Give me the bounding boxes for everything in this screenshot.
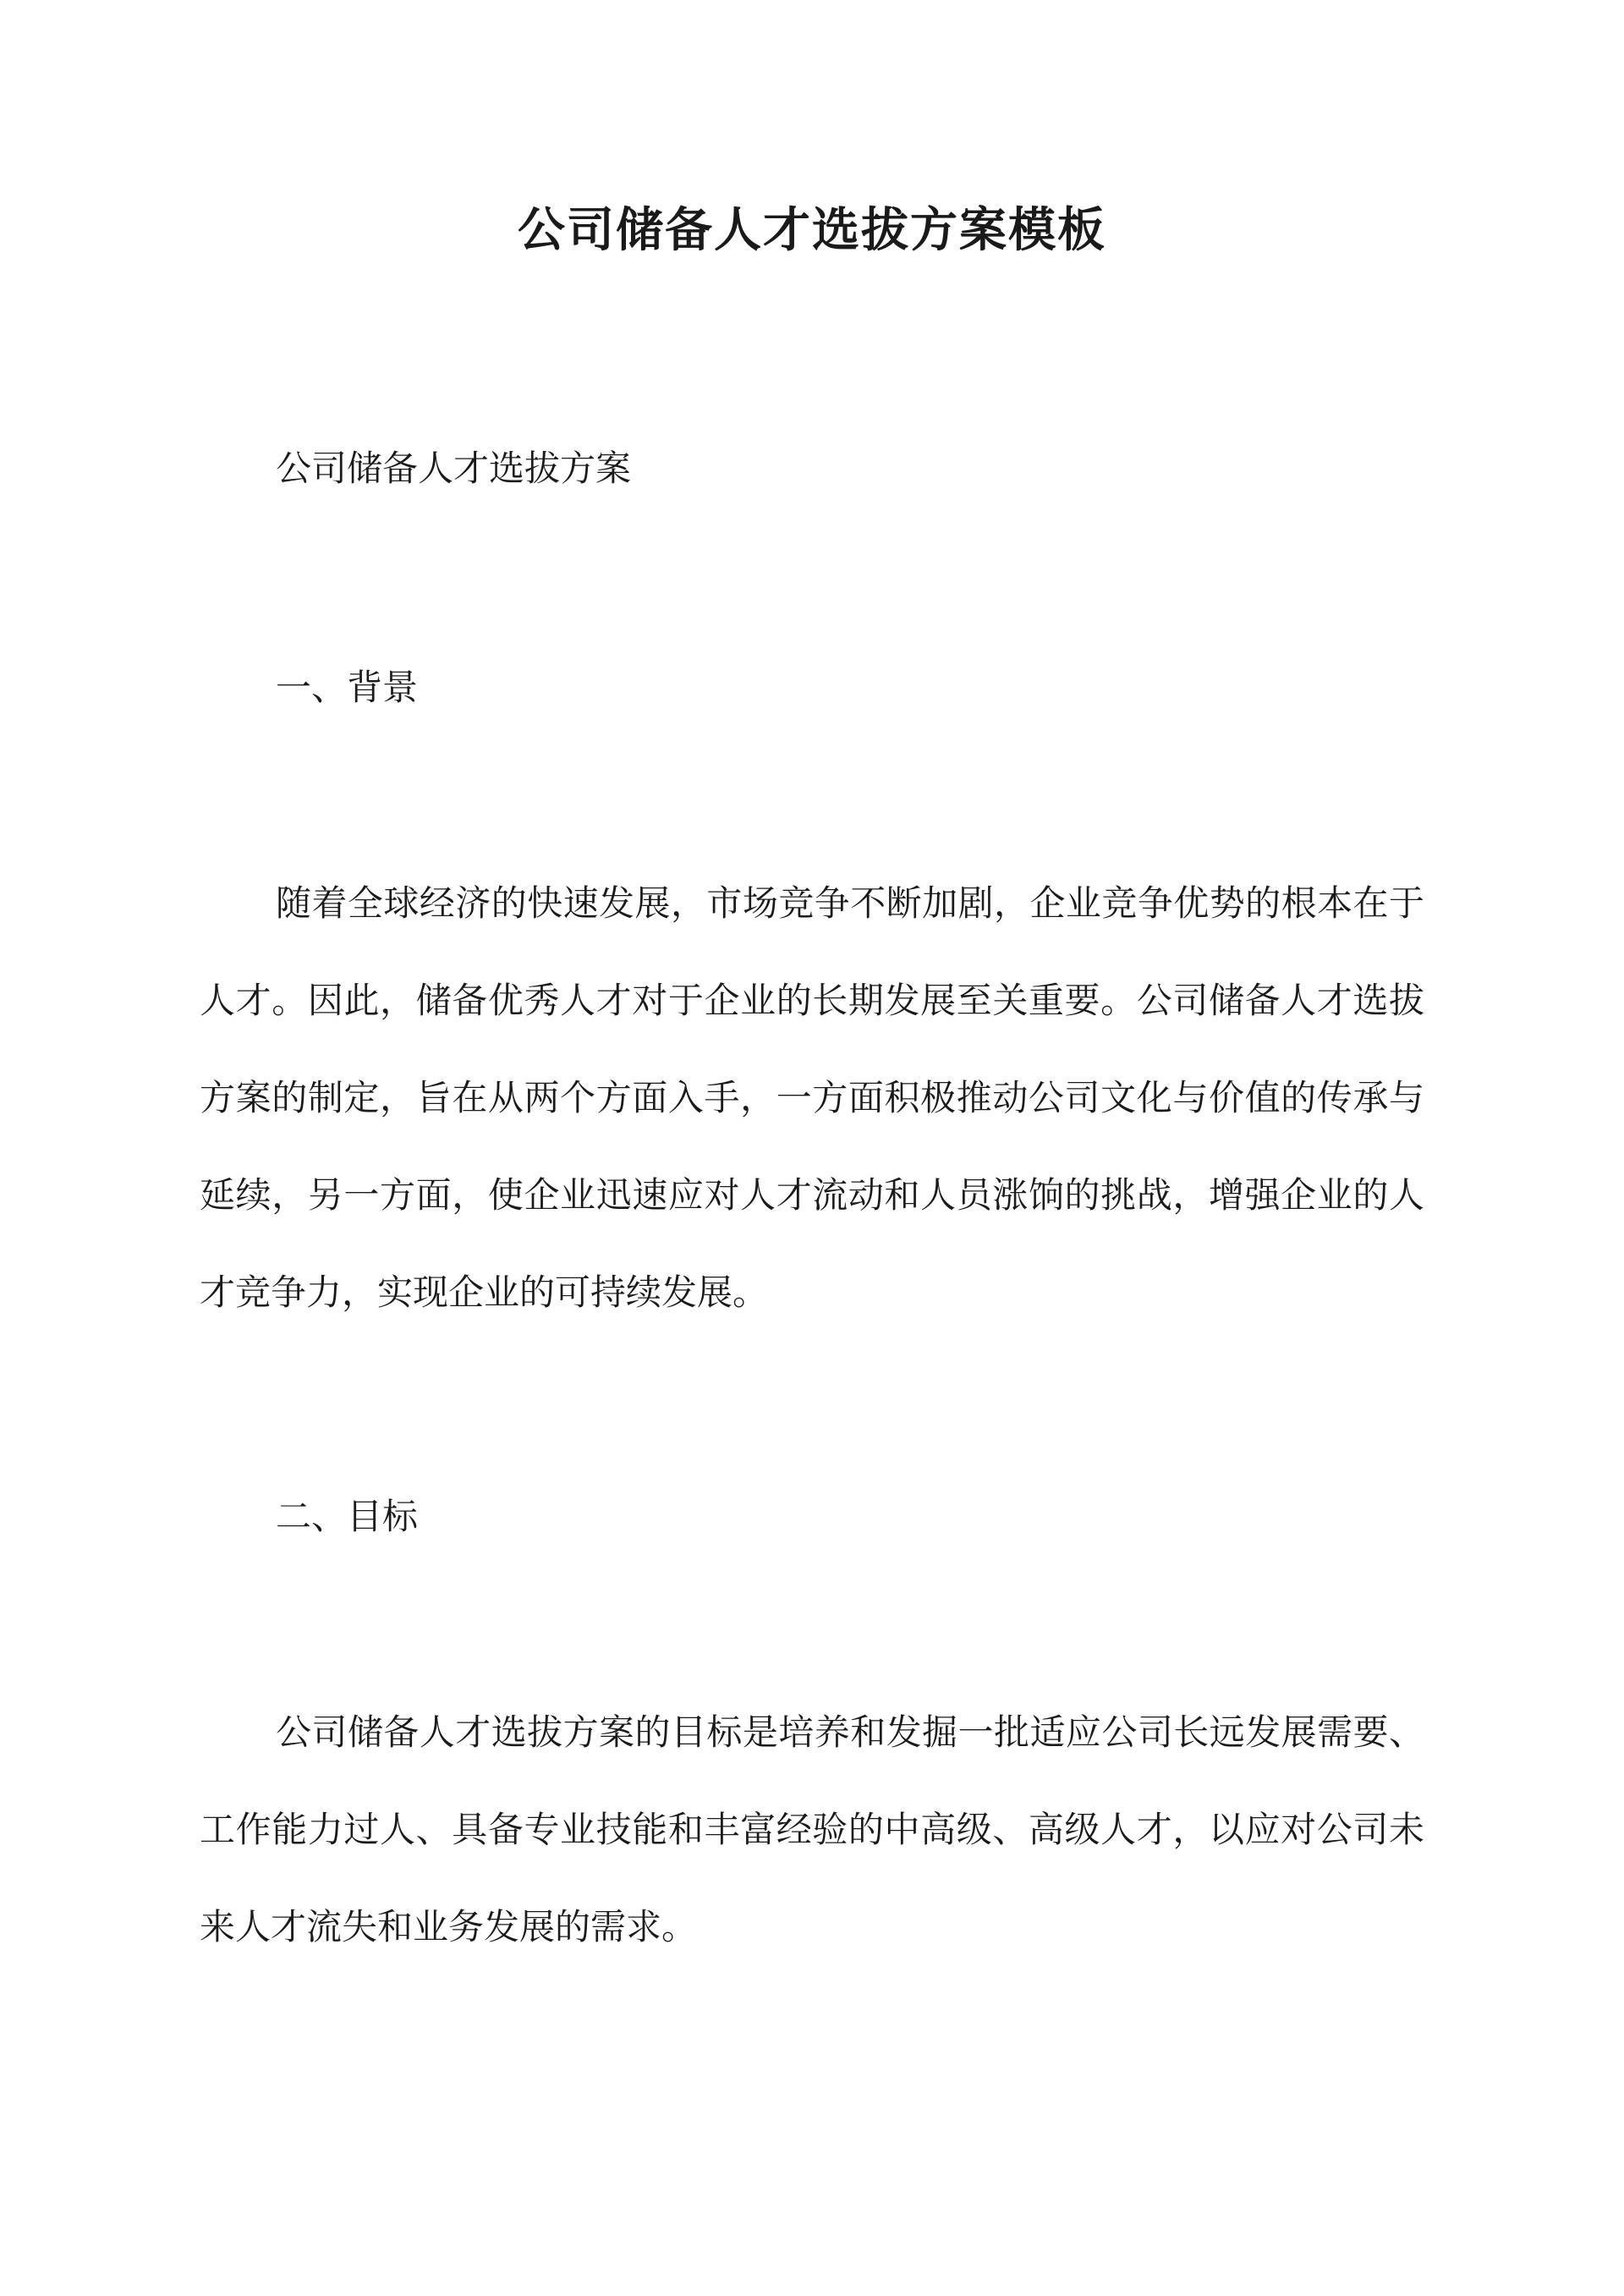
section-heading-background: 一、背景 [276,667,419,708]
section-body-goals: 公司储备人才选拔方案的目标是培养和发掘一批适应公司长远发展需要、工作能力过人、具备专业技能和丰富经验的中高级、高级人才，以应对公司未来人才流失和业务发展的需求。 [200,1711,1424,1947]
document-title: 公司储备人才选拔方案模板 [518,202,1106,258]
document-subtitle: 公司储备人才选拔方案 [276,448,632,489]
section-body-background: 随着全球经济的快速发展，市场竞争不断加剧，企业竞争优势的根本在于人才。因此，储备优秀人才对于企业的长期发展至关重要。公司储备人才选拔方案的制定，旨在从两个方面入手，一方面积极推动公司文化与价值的传承与延续，另一方面，使企业迅速应对人才流动和人员涨饷的挑战，增强企业的人才竞争力，实现企业的可持续发展。 [200,882,1424,1313]
section-heading-goals: 二、目标 [276,1496,419,1537]
